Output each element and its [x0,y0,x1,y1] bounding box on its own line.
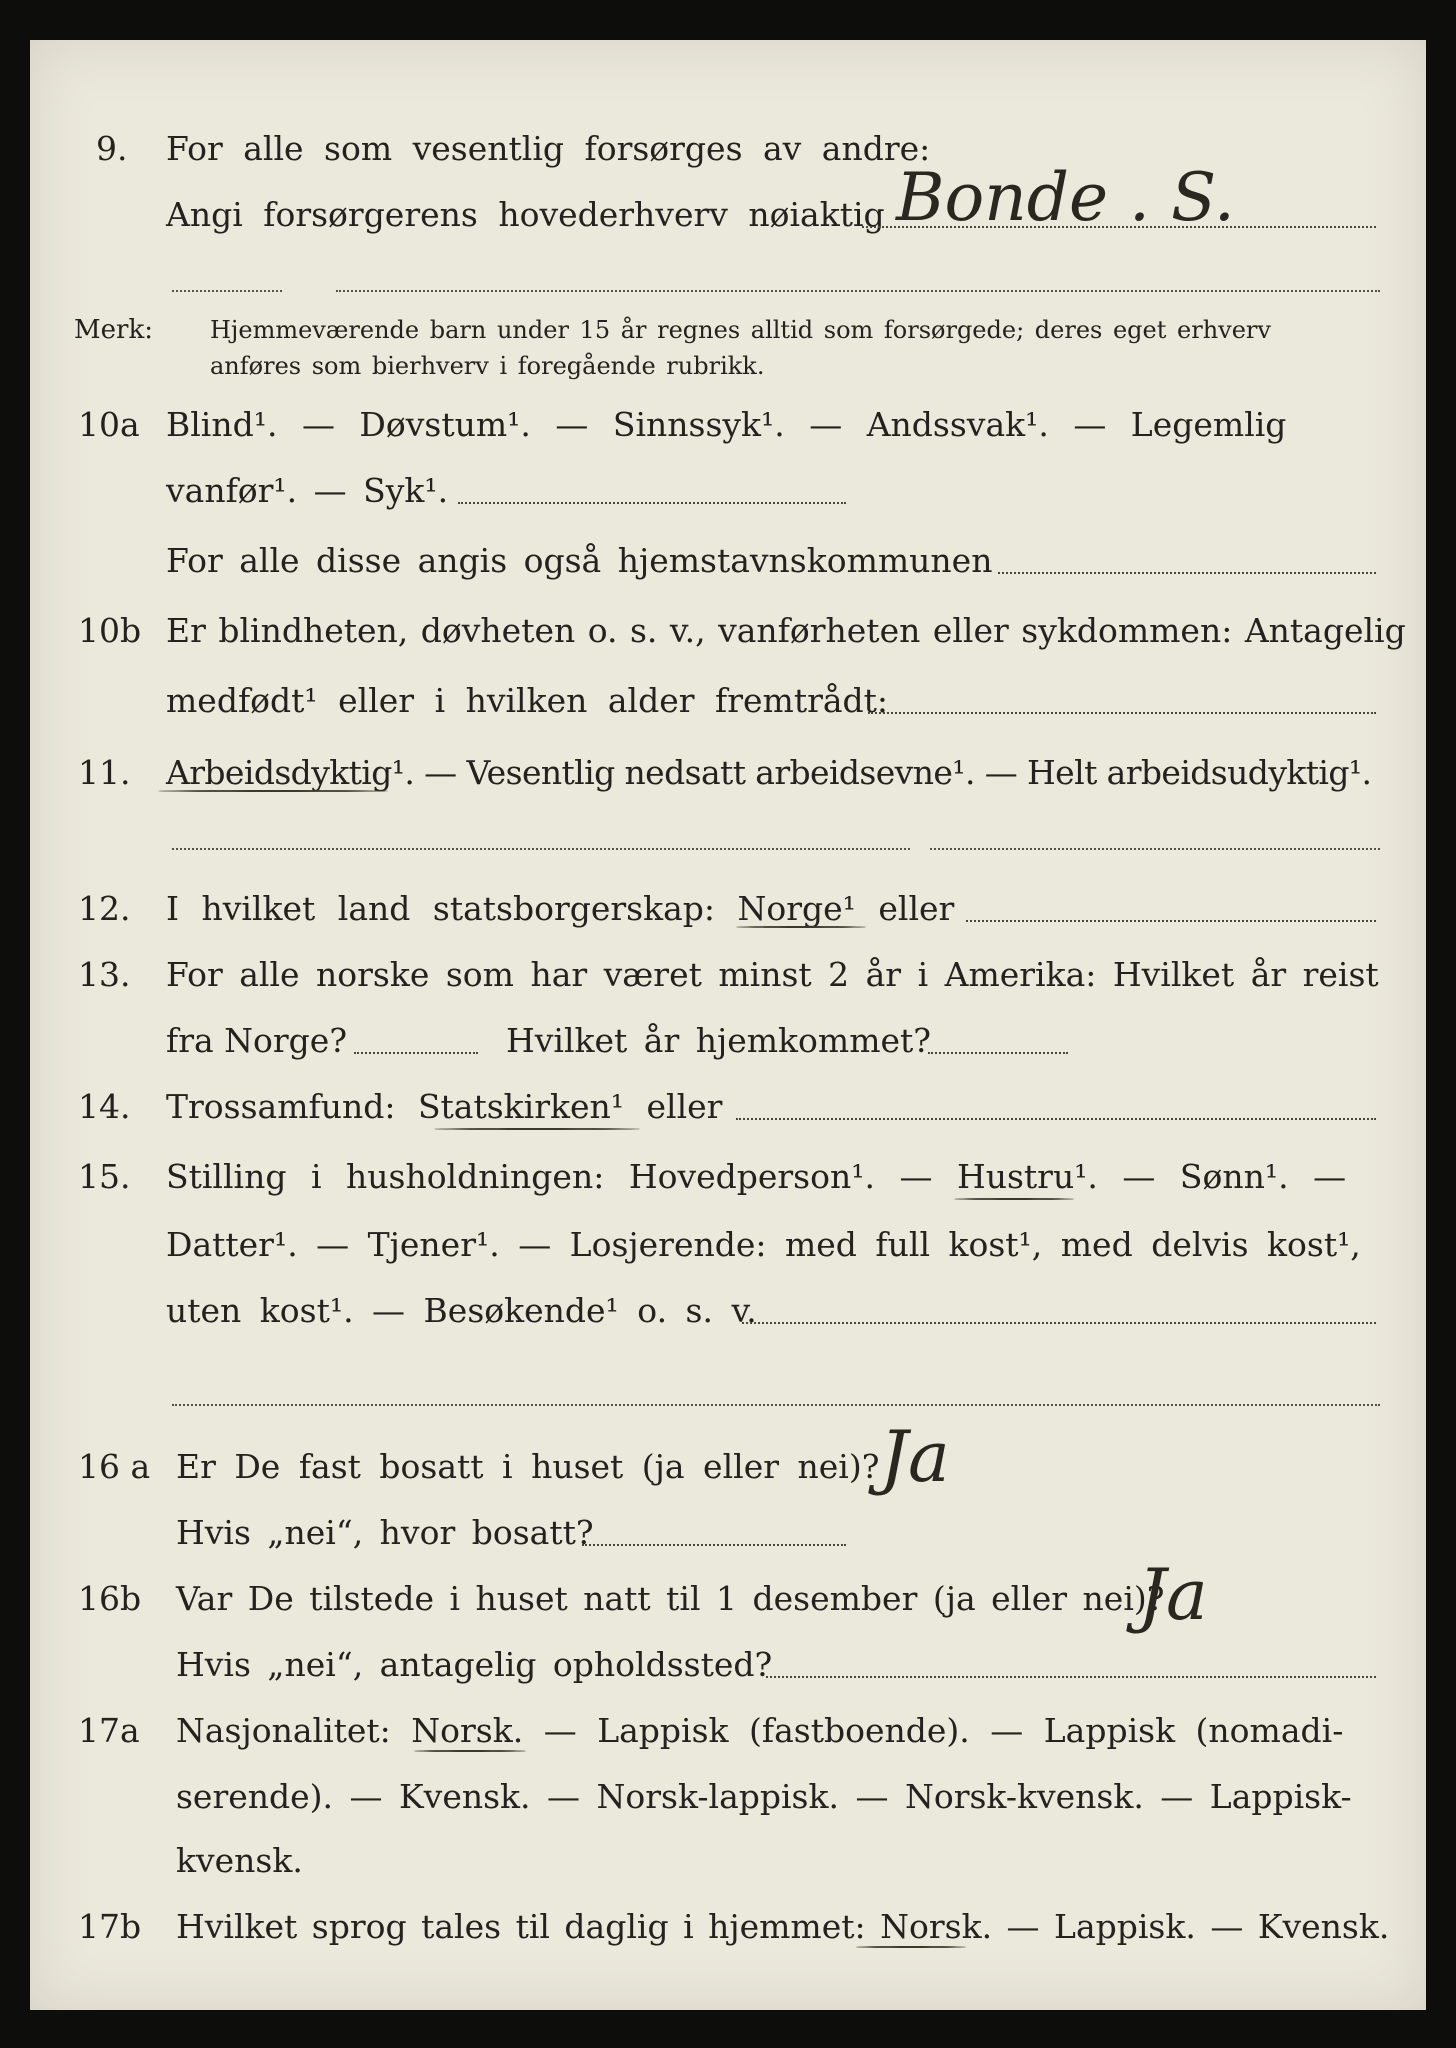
q10b-number: 10b [78,611,142,650]
q16a-number: 16 a [78,1447,151,1486]
note-text-2: anføres som bierhverv i foregående rubrikk. [210,352,765,380]
q13-departure-year-line [354,1052,478,1054]
q10a-text-3: For alle disse angis også hjemstavnskommunen [166,541,993,580]
q17a-number: 17a [78,1711,140,1750]
q13-line-2 [30,1016,1426,1066]
note-text-1: Hjemmeværende barn under 15 år regnes alltid som forsørgede; deres eget erhverv [210,316,1271,344]
q16b-whereabouts-line [766,1676,1376,1678]
q10a-line-2 [30,466,1426,516]
q16b-line-2 [30,1640,1426,1690]
q10b-line-1 [30,606,1426,656]
q15-answer-line [742,1322,1376,1324]
q11-underline-arbeidsdyktig [158,790,388,792]
q10b-text-2: medfødt¹ eller i hvilken alder fremtrådt: [166,681,889,720]
q10a-answer-line [458,502,846,504]
census-form-page [30,40,1426,2010]
q13-return-year-line [928,1052,1068,1054]
q14-answer-line [736,1118,1376,1120]
q11-extra-line-a [172,848,910,850]
q16a-text-1: Er De fast bosatt i huset (ja eller nei)? [176,1447,880,1486]
q15-text-3: uten kost¹. — Besøkende¹ o. s. v. [166,1291,757,1330]
q17a-line-2 [30,1772,1426,1822]
q13-line-1 [30,950,1426,1000]
q14-number: 14. [78,1087,131,1126]
q10a-municipality-line [998,572,1376,574]
q10a-text-2: vanfør¹. — Syk¹. [166,471,449,510]
q15-underline-hustru [954,1198,1074,1200]
q12-line-1 [30,884,1426,934]
q12-text-1: I hvilket land statsborgerskap: Norge¹ eller [166,889,955,928]
q15-text-1: Stilling i husholdningen: Hovedperson¹. — Hustru¹. — Sønn¹. — [166,1157,1347,1196]
q17b-text-1: Hvilket sprog tales til daglig i hjemmet: Norsk. — Lappisk. — Kvensk. [176,1907,1390,1946]
q11-text-1: Arbeidsdyktig¹. — Vesentlig nedsatt arbeidsevne¹. — Helt arbeidsudyktig¹. [166,753,1372,792]
q10b-line-2 [30,676,1426,726]
q14-underline-statskirken [434,1128,640,1130]
q17a-underline-norsk [414,1750,526,1752]
q10b-answer-line [868,712,1376,714]
q9-number: 9. [96,129,128,168]
q17a-line-3 [30,1836,1426,1886]
q13-text-1: For alle norske som har været minst 2 år i Amerika: Hvilket år reist [166,955,1379,994]
q14-line-1 [30,1082,1426,1132]
q16a-line-1 [30,1442,1426,1492]
q15-text-2: Datter¹. — Tjener¹. — Losjerende: med full kost¹, med delvis kost¹, [166,1225,1361,1264]
q17a-text-3: kvensk. [176,1841,303,1880]
q17a-line-1 [30,1706,1426,1756]
note-label: Merk: [74,315,153,345]
q17a-text-2: serende). — Kvensk. — Norsk-lappisk. — Norsk-kvensk. — Lappisk- [176,1777,1352,1816]
q15-line-3 [30,1286,1426,1336]
q9-text-2: Angi forsørgerens hovederhverv nøiaktig [166,195,885,234]
q15-line-1 [30,1152,1426,1202]
q16a-residence-line [582,1544,846,1546]
q12-answer-line [966,920,1376,922]
q16a-text-2: Hvis „nei“, hvor bosatt? [176,1513,594,1552]
q13-number: 13. [78,955,131,994]
q10b-text-1: Er blindheten, døvheten o. s. v., vanførheten eller sykdommen: Antagelig [166,611,1406,650]
q15-extra-line [172,1404,1380,1406]
q15-line-2 [30,1220,1426,1270]
q14-text-1: Trossamfund: Statskirken¹ eller [166,1087,723,1126]
q11-number: 11. [78,753,131,792]
q17b-underline-norsk [856,1946,966,1948]
q9-text-1: For alle som vesentlig forsørges av andre: [166,129,931,168]
q16b-text-2: Hvis „nei“, antagelig opholdssted? [176,1645,773,1684]
q10a-line-3 [30,536,1426,586]
q10a-number: 10a [78,405,140,444]
q10a-text-1: Blind¹. — Døvstum¹. — Sinnssyk¹. — Andssvak¹. — Legemlig [166,405,1287,444]
q16b-number: 16b [78,1579,142,1618]
q13-text-2b: Hvilket år hjemkommet? [506,1021,931,1060]
q16b-text-1: Var De tilstede i huset natt til 1 desember (ja eller nei)? [176,1579,1165,1618]
note-line-2 [30,346,1426,386]
q17a-text-1: Nasjonalitet: Norsk. — Lappisk (fastboende). — Lappisk (nomadi- [176,1711,1344,1750]
q16b-handwritten-answer: Ja [1138,1554,1208,1636]
q17b-line-1 [30,1902,1426,1952]
q17b-number: 17b [78,1907,142,1946]
q10a-line-1 [30,400,1426,450]
q12-underline-norge [736,926,866,928]
q15-number: 15. [78,1157,131,1196]
q12-number: 12. [78,889,131,928]
note-line-1 [30,310,1426,350]
q11-extra-line-b [930,848,1380,850]
q9-extra-line-b [336,290,1380,292]
q16a-handwritten-answer: Ja [880,1416,950,1498]
q16a-line-2 [30,1508,1426,1558]
q16b-line-1 [30,1574,1426,1624]
q13-text-2a: fra Norge? [166,1021,348,1060]
q9-handwritten-answer: Bonde . S. [896,159,1235,236]
q9-extra-line-a [172,290,282,292]
